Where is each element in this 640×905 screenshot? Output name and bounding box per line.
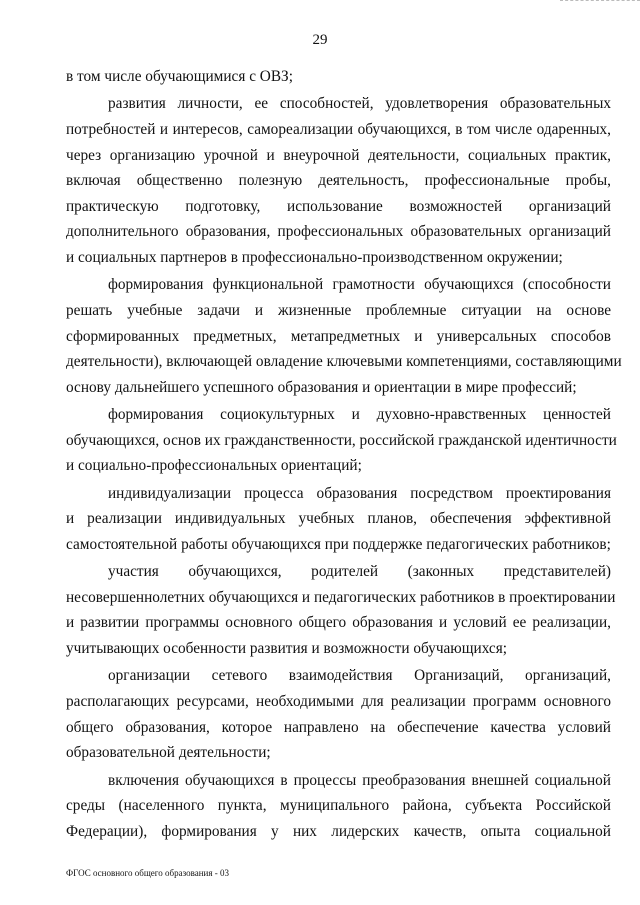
text-line: и социально-профессиональных ориентаций; (66, 457, 362, 475)
text-line: самостоятельной работы обучающихся при поддержке педагогических работников; (66, 535, 611, 553)
text-line: основу дальнейшего успешного образования и ориентации в мире профессий; (66, 378, 577, 396)
text-line: учитывающих особенности развития и возможности обучающихся; (66, 640, 507, 658)
text-line: развития личности, ее способностей, удовлетворения образовательных (108, 95, 611, 113)
paragraph (66, 768, 611, 845)
text-line: включения обучающихся в процессы преобразования внешней социальной (108, 771, 611, 789)
text-line: общего образования, которое направлено на обеспечение качества условий (66, 718, 611, 736)
text-line: несовершеннолетних обучающихся и педагогических работников в проектировании (66, 588, 616, 606)
text-line: включая общественно полезную деятельность, профессиональные пробы, (66, 172, 611, 190)
text-line: через организацию урочной и внеурочной деятельности, социальных практик, (66, 146, 611, 164)
paragraph (66, 559, 616, 661)
text-line: потребностей и интересов, самореализации обучающихся, в том числе одаренных, (66, 120, 611, 138)
page-number: 29 (312, 32, 328, 48)
text-line: деятельности), включающей овладение ключевыми компетенциями, составляющими (66, 353, 622, 371)
text-line: решать учебные задачи и жизненные проблемные ситуации на основе (66, 301, 611, 319)
text-line: обучающихся, основ их гражданственности, российской гражданской идентичности (66, 431, 617, 449)
paragraph (66, 481, 611, 558)
text-line: формирования социокультурных и духовно-нравственных ценностей (108, 406, 611, 424)
text-line: практическую подготовку, использование возможностей организаций (66, 197, 611, 215)
paragraph (66, 402, 617, 479)
text-line: сформированных предметных, метапредметных и универсальных способов (66, 327, 611, 345)
text-line: индивидуализации процесса образования посредством проектирования (108, 484, 611, 502)
text-line: организации сетевого взаимодействия Организаций, организаций, (108, 667, 611, 685)
text-line: формирования функциональной грамотности обучающихся (способности (108, 276, 611, 294)
text-line: и социальных партнеров в профессионально-производственном окружении; (66, 248, 563, 266)
page-footer: ФГОС основного общего образования - 03 (66, 868, 229, 878)
text-line: среды (населенного пункта, муниципального района, субъекта Российской (66, 797, 611, 815)
text-line: и реализации индивидуальных учебных планов, обеспечения эффективной (66, 510, 611, 528)
paragraph (66, 91, 611, 270)
text-line: участия обучающихся, родителей (законных представителей) (108, 563, 611, 581)
paragraph (66, 272, 622, 400)
text-line: и развитии программы основного общего образования и условий ее реализации, (66, 614, 611, 632)
text-line: дополнительного образования, профессиональных образовательных организаций (66, 223, 611, 241)
paragraph (66, 64, 611, 90)
text-line: Федерации), формирования у них лидерских качеств, опыта социальной (66, 822, 611, 840)
paragraph (66, 663, 611, 765)
document-body (66, 64, 622, 846)
text-line: в том числе обучающимися с ОВЗ; (66, 68, 293, 85)
text-line: образовательной деятельности; (66, 744, 271, 762)
page-edge-mark (560, 0, 640, 1)
text-line: располагающих ресурсами, необходимыми для реализации программ основного (66, 693, 611, 711)
